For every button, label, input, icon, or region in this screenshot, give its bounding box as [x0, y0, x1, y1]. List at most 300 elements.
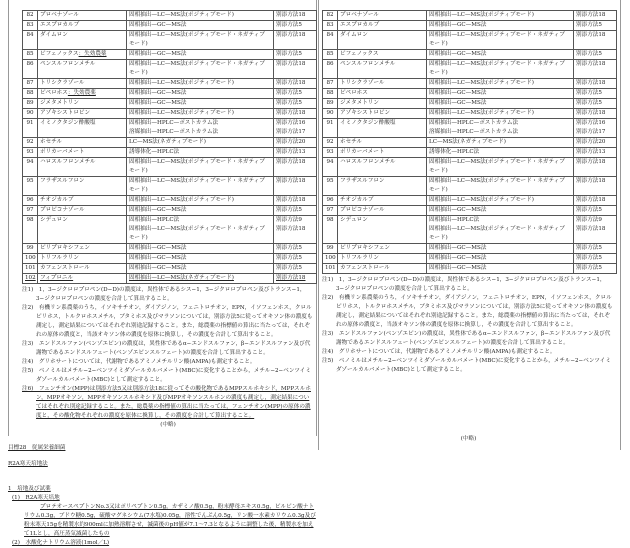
table-row — [23, 119, 317, 138]
left-column — [8, 0, 317, 548]
pesticide-name-text: チオジカルブ — [40, 197, 74, 203]
method-line: 固相抽出—LC—MS法(ポジティブモード) — [129, 80, 234, 86]
reference-method — [274, 11, 317, 21]
analysis-method — [127, 196, 274, 206]
reference-method — [574, 158, 617, 177]
analysis-method — [427, 50, 574, 60]
method-line: モード) — [429, 41, 448, 47]
method-line: 固相抽出—LC—MS法(ポジティブモード) — [129, 12, 234, 18]
pesticide-name — [338, 50, 427, 60]
reference-line: 別添方法5 — [276, 245, 302, 251]
row-number: 97 — [23, 206, 38, 216]
method-line: モード) — [429, 187, 448, 193]
pesticide-name — [38, 254, 127, 264]
reference-method — [574, 138, 617, 148]
method-line: 固相抽出—GC—MS法 — [129, 207, 187, 213]
analysis-method — [127, 21, 274, 31]
table-row — [23, 158, 317, 177]
method-line: モード) — [429, 168, 448, 174]
pesticide-name-text: チオジカルブ — [340, 197, 374, 203]
table-row — [23, 254, 317, 264]
analysis-method — [427, 79, 574, 89]
row-number: 85 — [23, 50, 38, 60]
reference-line: 別添方法5 — [276, 100, 302, 106]
pesticide-name — [38, 158, 127, 177]
pesticide-name-text: ポリカーバメート — [340, 149, 385, 155]
pesticide-name-text: ペンスルフロンメチル — [340, 61, 396, 67]
row-number: 95 — [23, 177, 38, 196]
pesticide-name-text: アゾキシストロビン — [40, 110, 91, 116]
row-number: 90 — [323, 109, 338, 119]
pesticide-name — [338, 148, 427, 158]
pesticide-name — [38, 177, 127, 196]
method-line: 固相抽出—LC—MS法(ポジティブモード) — [429, 12, 534, 18]
pesticide-name — [38, 119, 127, 138]
table-row — [323, 21, 617, 31]
method-line: 固相抽出—GC—MS法 — [129, 245, 187, 251]
pesticide-name — [338, 11, 427, 21]
row-number: 87 — [23, 79, 38, 89]
table-row — [323, 206, 617, 216]
table-row — [323, 109, 617, 119]
analysis-method — [127, 216, 274, 244]
method-line: 固相抽出—HPLC—ポストカラム法 — [429, 120, 519, 126]
table-row — [23, 148, 317, 158]
method-line: 溶媒抽出—HPLC—ポストカラム法 — [429, 129, 519, 135]
row-number: 98 — [23, 216, 38, 244]
reference-method — [574, 109, 617, 119]
row-number: 94 — [323, 158, 338, 177]
reference-method — [574, 216, 617, 244]
table-row — [23, 138, 317, 148]
method-line: モード) — [429, 235, 448, 241]
analysis-method — [127, 148, 274, 158]
pesticide-name-text: フィプロニル — [40, 275, 74, 281]
reference-line: 別添方法5 — [576, 100, 602, 106]
reference-method — [274, 158, 317, 177]
note-2: 注2) 有機リン系農薬のうち，イソキサチオン，ダイアジノン，フェニトロチオン，EPN，イソフェンホス，クロルピリホス，トルクロホスメチル，ブタミホス及びマラソンについては，別添方法5に従ってオキソン体の濃度も測定し，測定結果についてはそれぞれ別途記録すること。また，総農薬の指標値の算出に当たっては，それぞれの原体の濃度と，当該オキソン体の濃度を原体に換算し，その濃度を合計して算出すること。 — [22, 305, 313, 338]
pesticide-name-text: ハロスルフロンメチル — [340, 159, 396, 165]
row-number: 96 — [23, 196, 38, 206]
row-number: 91 — [323, 119, 338, 138]
method-line: 固相抽出—LC—MS法(ポジティブモード・ネガティブ — [129, 159, 265, 165]
reference-line: 別添方法18 — [276, 178, 306, 184]
note-5: 注5) ベノミルはメチル−2−ベンツイミダゾールカルバメート(MBC)に変化することから，メチル−2−ベンツイミダゾールカルバメート(MBC)として測定すること。 — [322, 358, 611, 373]
reference-line: 別添方法17 — [276, 129, 306, 135]
method-line: 固相抽出—GC—MS法 — [429, 100, 487, 106]
item-1-heading: (1) R2A寒天培地 — [12, 495, 60, 501]
note-3: 注3) エンドスルファン(ベンゾエピン)の濃度は，異性体であるα−エンドスルファン，β−エンドスルファン及び代謝物であるエンドスルフェート(ベンゾエピンスルフェート)の濃度を合計して算出すること。 — [22, 341, 311, 356]
reference-method — [274, 119, 317, 138]
reference-line: 別添方法16 — [576, 120, 606, 126]
reference-method — [274, 264, 317, 274]
method-line: 固相抽出—GC—MS法 — [429, 255, 487, 261]
row-number: 91 — [23, 119, 38, 138]
pesticide-name — [38, 99, 127, 109]
method-line: 固相抽出—GC—MS法 — [129, 100, 187, 106]
omitted-marker: (中略) — [160, 422, 176, 428]
reference-line: 別添方法18 — [276, 12, 306, 18]
row-number: 100 — [323, 254, 338, 264]
reference-method — [574, 89, 617, 99]
pesticide-name — [38, 196, 127, 206]
method-line: 固相抽出—LC—MS法(ポジティブモード) — [429, 197, 534, 203]
analysis-method — [127, 254, 274, 264]
reference-method — [274, 206, 317, 216]
row-number: 82 — [23, 11, 38, 21]
note-3: 注3) エンドスルファン(ベンゾエピン)の濃度は，異性体であるα−エンドスルファン，β−エンドスルファン及び代謝物であるエンドスルフェート(ベンゾエピンスルフェート)の濃度を合計して算出すること。 — [322, 331, 611, 346]
reference-line: 別添方法18 — [276, 275, 306, 281]
reference-method — [574, 206, 617, 216]
pesticide-name — [38, 216, 127, 244]
row-number: 82 — [323, 11, 338, 21]
analysis-method — [427, 109, 574, 119]
pesticide-name — [38, 244, 127, 254]
method-line: 固相抽出—GC—MS法 — [429, 245, 487, 251]
pesticide-name-text: プロベナゾール — [340, 12, 379, 18]
pesticide-name — [338, 119, 427, 138]
method-line: 固相抽出—LC—MS法(ポジティブモード・ネガティブ — [429, 226, 565, 232]
reference-method — [274, 21, 317, 31]
row-number: 90 — [23, 109, 38, 119]
table-row — [323, 31, 617, 50]
analysis-method — [427, 264, 574, 274]
reference-method — [274, 99, 317, 109]
reference-line: 別添方法18 — [276, 32, 306, 38]
method-line: 固相抽出—GC—MS法 — [129, 22, 187, 28]
method-line: 固相抽出—GC—MS法 — [429, 22, 487, 28]
reference-line: 別添方法5 — [276, 207, 302, 213]
pesticide-name — [38, 60, 127, 79]
analysis-method — [127, 206, 274, 216]
table-row — [323, 177, 617, 196]
row-number: 88 — [23, 89, 38, 99]
table-row — [23, 206, 317, 216]
method-line: モード) — [129, 70, 148, 76]
method-line: LC—MS法(ネガティブモード) — [129, 139, 206, 145]
reference-line: 別添方法5 — [576, 255, 602, 261]
pesticide-name-text: カフェンストロール — [340, 265, 390, 271]
note-5: 注5) ベノミルはメチル−2−ベンツイミダゾールカルバメート(MBC)に変化することから，メチル−2−ベンツイミダゾールカルバメート(MBC)として測定すること。 — [22, 368, 311, 383]
table-row — [323, 138, 617, 148]
note-6: 注6) フェンチオン(MPP)は別添方法5又は別添方法18に従ってその酸化物であるMPPスルホキシド，MPPスルホン，MPPオキソン，MPPオキソンスルホキシド及びMPPオキソンスルホンの濃度も測定し，測定結果についてはそれぞれ別途記録すること。また，総農薬の指標値の算出に当たっては，フェンチオン(MPP)の原体の濃度と，その酸化物それぞれの濃度を原体に換算し，その濃度を合計して算出すること。 — [22, 386, 311, 419]
row-number: 87 — [323, 79, 338, 89]
pesticide-name — [338, 99, 427, 109]
reference-line: 別添方法20 — [276, 139, 306, 145]
row-number: 86 — [323, 60, 338, 79]
table-row — [23, 11, 317, 21]
target-title: 目標28 従属栄養細菌 — [8, 445, 66, 451]
note-4: 注4) グリホサートについては，代謝物であるアミノメチルリン酸(AMPA)も測定すること。 — [322, 349, 556, 355]
reference-method — [574, 31, 617, 50]
method-line: 固相抽出—GC—MS法 — [129, 51, 187, 57]
omitted-marker: (中略) — [460, 436, 477, 442]
analysis-method — [427, 148, 574, 158]
note-1: 注1) 1，3−ジクロロプロペン(D−D)の濃度は，異性体であるシス−1，3−ジクロロプロペン及びトランス−1，3−ジクロロプロペンの濃度を合計して算出すること。 — [22, 287, 306, 302]
analysis-method — [427, 158, 574, 177]
pesticide-name — [338, 31, 427, 50]
reference-method — [274, 177, 317, 196]
reference-line: 別添方法18 — [276, 197, 306, 203]
pesticide-name-text: ジメタメトリン — [340, 100, 379, 106]
reference-line: 別添方法5 — [276, 265, 302, 271]
pesticide-name — [38, 138, 127, 148]
reference-line: 別添方法5 — [576, 245, 602, 251]
analysis-method — [427, 196, 574, 206]
analysis-method — [427, 21, 574, 31]
row-number: 88 — [323, 89, 338, 99]
reference-method — [274, 50, 317, 60]
analysis-method — [427, 60, 574, 79]
pesticide-name-text: ダイムロン — [340, 32, 368, 38]
method-line: 固相抽出—LC—MS法(ポジティブモード) — [429, 80, 534, 86]
pesticide-name — [38, 89, 127, 99]
reference-method — [274, 274, 317, 284]
reference-method — [274, 109, 317, 119]
table-row — [23, 60, 317, 79]
table-row — [23, 50, 317, 60]
pesticide-name-text: フラザスルフロン — [340, 178, 385, 184]
reference-line: 別添方法18 — [576, 61, 606, 67]
method-line: 固相抽出—HPLC法 — [429, 217, 480, 223]
analysis-method — [427, 244, 574, 254]
row-number: 94 — [23, 158, 38, 177]
reference-method — [574, 264, 617, 274]
pesticide-name — [338, 60, 427, 79]
reference-method — [574, 21, 617, 31]
reference-method — [274, 216, 317, 244]
pesticide-name-text: トリフルラリン — [340, 255, 379, 261]
analysis-method — [427, 138, 574, 148]
pesticide-name-text: ジメタメトリン — [40, 100, 79, 106]
pesticide-name-text: イミノクタジン酢酸塩 — [40, 120, 96, 126]
pesticide-name-text: カフェンストロール — [40, 265, 90, 271]
pesticide-name — [338, 254, 427, 264]
pesticide-name — [38, 11, 127, 21]
analysis-method — [427, 177, 574, 196]
analysis-method — [127, 274, 274, 284]
method-line: 固相抽出—LC—MS法(ポジティブモード・ネガティブ — [129, 61, 265, 67]
item-1-body: プロテオースペプトンNo.3又はポリペプトン0.5g，カザミノ酸0.5g，粉末酵母エキス0.5g，ピルビン酸ナトリウム0.3g，ブドウ糖0.5g，硫酸マグネシウム(7水塩)0.05g，溶性でんぷん0.5g，リン酸一水素カリウム0.3g及び粉末寒天15gを精製水約900mlに加熱溶解させ，滅菌後のpH値が7.1〜7.3となるように調整した後，精製水を加えて1Lとし，高圧蒸気滅菌したもの — [24, 504, 316, 537]
method-title: R2A寒天培地法 — [8, 461, 48, 467]
pesticide-name-text: アゾキシストロビン — [340, 110, 391, 116]
reference-method — [274, 196, 317, 206]
row-number: 92 — [323, 138, 338, 148]
method-line: 固相抽出—LC—MS法(ポジティブモード) — [129, 197, 234, 203]
reference-line: 別添方法13 — [576, 149, 606, 155]
method-line: 固相抽出—HPLC法 — [129, 217, 180, 223]
expired-note: ：失効農薬 — [67, 90, 96, 96]
analysis-method — [127, 60, 274, 79]
reference-line: 別添方法17 — [576, 129, 606, 135]
row-number: 98 — [323, 216, 338, 244]
analysis-method — [427, 254, 574, 264]
reference-line: 別添方法13 — [276, 149, 306, 155]
method-line: 固相抽出—GC—MS法 — [129, 255, 187, 261]
table-row — [23, 274, 317, 284]
analysis-method — [127, 244, 274, 254]
pesticide-name — [38, 109, 127, 119]
table-row — [23, 21, 317, 31]
table-row — [323, 196, 617, 206]
pesticide-name — [38, 50, 127, 60]
reference-line: 別添方法5 — [576, 22, 602, 28]
table-row — [23, 31, 317, 50]
method-line: 固相抽出—LC—MS法(ポジティブモード・ネガティブ — [429, 61, 565, 67]
pesticide-name-text: ポリカーバメート — [40, 149, 85, 155]
pesticide-name-text: ビフェノックス — [340, 51, 379, 57]
pesticide-name — [338, 264, 427, 274]
reference-line: 別添方法18 — [276, 110, 306, 116]
table-row — [323, 244, 617, 254]
pesticide-method-table — [22, 10, 317, 284]
pesticide-name-text: シデュロン — [340, 217, 368, 223]
reference-method — [274, 254, 317, 264]
reference-line: 別添方法18 — [576, 110, 606, 116]
pesticide-name-text: ピリプロキシフェン — [340, 245, 391, 251]
method-line: モード) — [129, 41, 148, 47]
pesticide-name-text: ピペロホス — [340, 90, 368, 96]
reference-method — [574, 196, 617, 206]
reference-line: 別添方法18 — [276, 61, 306, 67]
reference-method — [574, 11, 617, 21]
pesticide-name — [338, 89, 427, 99]
analysis-method — [427, 119, 574, 138]
pesticide-name — [38, 274, 127, 284]
pesticide-name-text: プロベナゾール — [40, 12, 79, 18]
right-panel-current — [318, 0, 621, 450]
pesticide-name — [38, 31, 127, 50]
row-number: 83 — [323, 21, 338, 31]
pesticide-name — [338, 158, 427, 177]
note-2: 注2) 有機リン系農薬のうち，イソキサチオン，ダイアジノン，フェニトロチオン，EPN，イソフェンホス，クロルピリホス，トルクロホスメチル，ブタミホス及びマラソンについては，別添方法5に従ってオキソン体の濃度も測定し，測定結果についてはそれぞれ別途記録すること。また，総農薬の指標値の算出に当たっては，それぞれの原体の濃度と，当該オキソン体の濃度を原体に換算し，その濃度を合計して算出すること。 — [322, 295, 613, 328]
row-number: 84 — [323, 31, 338, 50]
pesticide-name-text: ピペロホス — [40, 90, 68, 96]
pesticide-name — [38, 264, 127, 274]
reference-method — [574, 50, 617, 60]
table-row — [323, 89, 617, 99]
item-2-heading: (2) 水酸化ナトリウム溶液(1mol／L) — [12, 540, 110, 546]
reference-method — [574, 148, 617, 158]
method-line: 固相抽出—HPLC—ポストカラム法 — [129, 120, 219, 126]
pesticide-name-text: ホセチル — [340, 139, 363, 145]
table-row — [23, 177, 317, 196]
method-line: 固相抽出—GC—MS法 — [429, 207, 487, 213]
pesticide-name-text: トリシクラゾール — [40, 80, 85, 86]
left-panel-amended — [8, 0, 317, 436]
row-number: 89 — [323, 99, 338, 109]
analysis-method — [127, 89, 274, 99]
method-line: 固相抽出—LC—MS法(ポジティブモード・ネガティブ — [129, 178, 265, 184]
table-notes — [22, 286, 314, 430]
table-row — [323, 60, 617, 79]
table-row — [323, 11, 617, 21]
method-line: 固相抽出—GC—MS法 — [429, 265, 487, 271]
reference-line: 別添方法5 — [576, 90, 602, 96]
right-column — [318, 0, 621, 450]
table-row — [23, 89, 317, 99]
pesticide-name-text: ハロスルフロンメチル — [40, 159, 96, 165]
row-number: 99 — [323, 244, 338, 254]
analysis-method — [427, 89, 574, 99]
table-row — [323, 264, 617, 274]
method-line: LC—MS法(ネガティブモード) — [429, 139, 506, 145]
reference-method — [274, 89, 317, 99]
analysis-method — [427, 216, 574, 244]
section-heading: 1 培地及び試薬 — [8, 486, 51, 492]
reference-method — [574, 244, 617, 254]
reference-method — [274, 148, 317, 158]
pesticide-name-text: ダイムロン — [40, 32, 68, 38]
reference-line: 別添方法18 — [276, 159, 306, 165]
pesticide-method-table — [322, 10, 617, 274]
table-row — [23, 264, 317, 274]
analysis-method — [127, 99, 274, 109]
pesticide-name-text: ビフェノックス — [40, 51, 79, 57]
pesticide-name-text: イミノクタジン酢酸塩 — [340, 120, 396, 126]
reference-line: 別添方法18 — [276, 226, 306, 232]
method-line: 誘導体化—HPLC法 — [129, 149, 180, 155]
row-number: 100 — [23, 254, 38, 264]
reference-line: 別添方法5 — [276, 90, 302, 96]
pesticide-name — [338, 177, 427, 196]
reference-method — [274, 244, 317, 254]
row-number: 96 — [323, 196, 338, 206]
row-number: 86 — [23, 60, 38, 79]
reference-method — [574, 60, 617, 79]
pesticide-name-text: プロピコナゾール — [340, 207, 385, 213]
pesticide-name-text: ペンスルフロンメチル — [40, 61, 96, 67]
method-line: 固相抽出—GC—MS法 — [129, 90, 187, 96]
pesticide-name — [38, 206, 127, 216]
reference-line: 別添方法18 — [576, 80, 606, 86]
analysis-method — [127, 119, 274, 138]
reference-line: 別添方法18 — [276, 80, 306, 86]
table-row — [323, 254, 617, 264]
reference-method — [574, 99, 617, 109]
row-number: 92 — [23, 138, 38, 148]
pesticide-name — [338, 196, 427, 206]
method-line: 固相抽出—LC—MS法(ポジティブモード・ネガティブ — [429, 159, 565, 165]
reference-method — [274, 79, 317, 89]
reference-line: 別添方法5 — [576, 265, 602, 271]
table-row — [323, 50, 617, 60]
method-line: モード) — [129, 168, 148, 174]
pesticide-name — [338, 206, 427, 216]
method-line: 固相抽出—GC—MS法 — [429, 90, 487, 96]
pesticide-name — [338, 109, 427, 119]
reference-line: 別添方法18 — [576, 32, 606, 38]
note-4: 注4) グリホサートについては，代謝物であるアミノメチルリン酸(AMPA)も測定すること。 — [22, 359, 256, 365]
analysis-method — [127, 50, 274, 60]
table-row — [323, 148, 617, 158]
method-line: 溶媒抽出—HPLC—ポストカラム法 — [129, 129, 219, 135]
row-number: 95 — [323, 177, 338, 196]
pesticide-name — [38, 148, 127, 158]
method-line: 固相抽出—LC—MS法(ポジティブモード) — [129, 110, 234, 116]
pesticide-name — [338, 138, 427, 148]
table-row — [323, 119, 617, 138]
reference-line: 別添方法5 — [576, 51, 602, 57]
analysis-method — [427, 11, 574, 21]
pesticide-name-text: フラザスルフロン — [40, 178, 85, 184]
reference-line: 別添方法5 — [276, 255, 302, 261]
analysis-method — [127, 31, 274, 50]
pesticide-name — [338, 216, 427, 244]
row-number: 101 — [323, 264, 338, 274]
row-number: 99 — [23, 244, 38, 254]
reference-line: 別添方法18 — [576, 12, 606, 18]
